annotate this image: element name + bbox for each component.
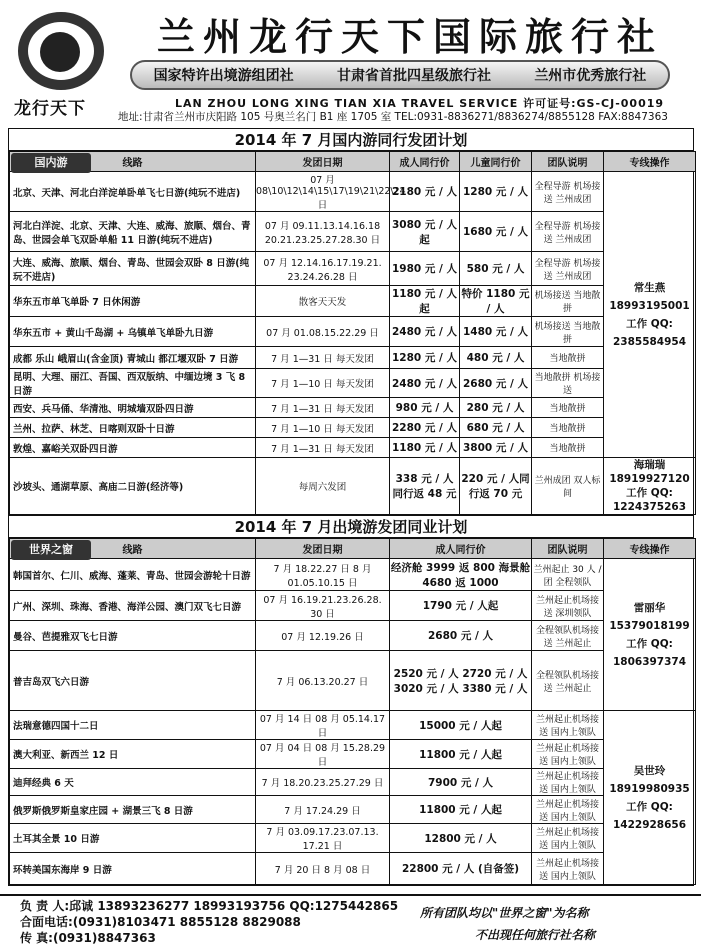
table-row	[10, 740, 696, 769]
route-cell: 河北白洋淀、北京、天津、大连、威海、旅顺、烟台、青岛、世园会单飞双卧单船 11 日游(纯玩不进店)	[10, 212, 256, 252]
table-row	[10, 796, 696, 824]
adult-price-cell: 980 元 / 人	[390, 398, 460, 418]
operator-qq-label: 工作 QQ:	[626, 800, 673, 813]
logo-dragon-icon	[40, 32, 80, 72]
route-cell: 敦煌、嘉峪关双卧四日游	[10, 438, 256, 458]
column-header: 线路	[10, 152, 256, 172]
date-cell: 7 月 1—31 日 每天发团	[256, 347, 390, 369]
team-note-cell: 兰州起止 30 人 / 团 全程领队	[532, 559, 604, 591]
contact-block	[20, 898, 398, 946]
adult-price-cell: 7900 元 / 人	[390, 769, 532, 796]
child-price-cell: 1280 元 / 人	[460, 172, 532, 212]
date-cell: 7 月 1—31 日 每天发团	[256, 438, 390, 458]
table-row	[10, 621, 696, 651]
operator-phone: 18919927120	[609, 473, 690, 485]
adult-price-cell: 11800 元 / 人起	[390, 796, 532, 824]
adult-price-cell: 1980 元 / 人	[390, 252, 460, 286]
team-note-cell: 兰州起止机场接送 国内上领队	[532, 769, 604, 796]
route-cell: 华东五市单飞单卧 7 日休闲游	[10, 286, 256, 317]
adult-price-cell: 经济舱 3999 返 800 海景舱 4680 返 1000	[390, 559, 532, 591]
date-cell: 07 月 12.19.26 日	[256, 621, 390, 651]
adult-price-cell: 1180 元 / 人起	[390, 286, 460, 317]
adult-price-cell: 22800 元 / 人 (自备签)	[390, 853, 532, 885]
team-note-cell: 全程导游 机场接送 兰州成团	[532, 172, 604, 212]
table-row	[10, 458, 696, 515]
route-cell: 澳大利亚、新西兰 12 日	[10, 740, 256, 769]
outbound-section	[8, 515, 694, 886]
operator-cell	[604, 711, 696, 885]
table-row	[10, 212, 696, 252]
child-price-cell: 1480 元 / 人	[460, 317, 532, 347]
table-row	[10, 651, 696, 711]
team-note-cell: 兰州起止机场接送 国内上领队	[532, 853, 604, 885]
team-note-cell: 机场接送 当地散拼	[532, 286, 604, 317]
column-header: 发团日期	[256, 539, 390, 559]
domestic-table	[9, 151, 696, 515]
column-header: 线路	[10, 539, 256, 559]
route-cell: 兰州、拉萨、林芝、日喀则双卧十日游	[10, 418, 256, 438]
table-row	[10, 853, 696, 885]
table-row	[10, 824, 696, 853]
table-row	[10, 438, 696, 458]
date-cell: 7 月 18.20.23.25.27.29 日	[256, 769, 390, 796]
table-row	[10, 398, 696, 418]
adult-price-cell: 2520 元 / 人 2720 元 / 人 3020 元 / 人 3380 元 / 人	[390, 651, 532, 711]
date-cell: 07 月 08\10\12\14\15\17\19\21\22\24 日	[256, 172, 390, 212]
column-header: 团队说明	[532, 539, 604, 559]
column-header: 成人同行价	[390, 152, 460, 172]
column-header: 发团日期	[256, 152, 390, 172]
column-header: 儿童同行价	[460, 152, 532, 172]
child-price-cell: 1680 元 / 人	[460, 212, 532, 252]
table-row	[10, 369, 696, 398]
outbound-badge: 世界之窗	[11, 540, 91, 560]
operator-qq: 1422928656	[612, 818, 687, 831]
slogan-note: 不出现任何旅行社名称	[475, 928, 596, 942]
date-cell: 7 月 18.22.27 日 8 月 01.05.10.15 日	[256, 559, 390, 591]
column-header: 成人同行价	[390, 539, 532, 559]
team-note-cell: 全程领队机场接送 兰州起止	[532, 651, 604, 711]
child-price-cell: 220 元 / 人同 行返 70 元	[460, 458, 532, 515]
child-price-cell: 480 元 / 人	[460, 347, 532, 369]
team-note-cell: 兰州起止机场接送 国内上领队	[532, 711, 604, 740]
table-row	[10, 286, 696, 317]
date-cell: 07 月 09.11.13.14.16.18 20.21.23.25.27.28.30 日	[256, 212, 390, 252]
date-cell: 07 月 14 日 08 月 05.14.17 日	[256, 711, 390, 740]
table-row	[10, 172, 696, 212]
team-note-cell: 当地散拼 机场接送	[532, 369, 604, 398]
date-cell: 散客天天发	[256, 286, 390, 317]
table-row	[10, 347, 696, 369]
adult-price-cell: 1280 元 / 人	[390, 347, 460, 369]
adult-price-cell: 2480 元 / 人	[390, 317, 460, 347]
route-cell: 大连、威海、旅顺、烟台、青岛、世园会双卧 8 日游(纯玩不进店)	[10, 252, 256, 286]
operator-name: 雷丽华	[633, 601, 666, 614]
operator-phone: 15379018199	[609, 619, 690, 632]
logo	[8, 6, 118, 119]
table-row	[10, 418, 696, 438]
adult-price-cell: 3080 元 / 人起	[390, 212, 460, 252]
team-note-cell: 当地散拼	[532, 347, 604, 369]
operator-phone: 18919980935	[609, 782, 690, 795]
child-price-cell: 3800 元 / 人	[460, 438, 532, 458]
team-note-cell: 兰州起止机场接送 国内上领队	[532, 740, 604, 769]
date-cell: 7 月 06.13.20.27 日	[256, 651, 390, 711]
route-cell: 华东五市 + 黄山千岛湖 + 乌镇单飞单卧九日游	[10, 317, 256, 347]
team-note-cell: 全程导游 机场接送 兰州成团	[532, 252, 604, 286]
outbound-title: 2014 年 7 月出境游发团同业计划	[9, 516, 693, 538]
adult-price-cell: 1180 元 / 人	[390, 438, 460, 458]
team-note-cell: 机场接送 当地散拼	[532, 317, 604, 347]
route-cell: 韩国首尔、仁川、威海、蓬莱、青岛、世园会游轮十日游	[10, 559, 256, 591]
adult-price-cell: 2280 元 / 人	[390, 418, 460, 438]
child-price-cell: 680 元 / 人	[460, 418, 532, 438]
address-line: 地址:甘肃省兰州市庆阳路 105 号奥兰名门 B1 座 1705 室 TEL:0931-8836271/8836274/8855128 FAX:8847363	[118, 111, 668, 123]
child-price-cell: 特价 1180 元 / 人	[460, 286, 532, 317]
route-cell: 迪拜经典 6 天	[10, 769, 256, 796]
adult-price-cell: 15000 元 / 人起	[390, 711, 532, 740]
adult-price-cell: 2680 元 / 人	[390, 621, 532, 651]
team-note-cell: 兰州起止机场接送 深圳领队	[532, 591, 604, 621]
date-cell: 7 月 1—10 日 每天发团	[256, 369, 390, 398]
adult-price-cell: 1790 元 / 人起	[390, 591, 532, 621]
outbound-table	[9, 538, 696, 885]
column-header: 专线操作	[604, 152, 696, 172]
child-price-cell: 2680 元 / 人	[460, 369, 532, 398]
operator-qq-label: 工作 QQ:	[626, 637, 673, 650]
adult-price-cell: 338 元 / 人 同行返 48 元	[390, 458, 460, 515]
date-cell: 07 月 16.19.21.23.26.28. 30 日	[256, 591, 390, 621]
team-note-cell: 全程领队机场接送 兰州起止	[532, 621, 604, 651]
operator-cell	[604, 559, 696, 711]
table-row	[10, 769, 696, 796]
contact-person: 负 责 人:邱诚 13893236277 18993193756 QQ:1275442865	[20, 899, 399, 913]
team-note-cell: 当地散拼	[532, 418, 604, 438]
qualification-badge: 兰州市优秀旅行社	[534, 68, 647, 84]
adult-price-cell: 2180 元 / 人	[390, 172, 460, 212]
operator-name: 常生燕	[633, 281, 666, 294]
route-cell: 曼谷、芭提雅双飞七日游	[10, 621, 256, 651]
slogan: 所有团队均以"世界之窗"为名称	[420, 906, 589, 920]
route-cell: 昆明、大理、丽江、吾国、西双版纳、中缅边境 3 飞 8 日游	[10, 369, 256, 398]
table-row	[10, 252, 696, 286]
operator-cell	[604, 458, 696, 515]
team-note-cell: 当地散拼	[532, 398, 604, 418]
team-note-cell: 兰州起止机场接送 国内上领队	[532, 796, 604, 824]
date-cell: 7 月 1—31 日 每天发团	[256, 398, 390, 418]
table-row	[10, 317, 696, 347]
footer	[0, 894, 701, 947]
adult-price-cell: 12800 元 / 人	[390, 824, 532, 853]
qualification-bar	[130, 60, 670, 90]
route-cell: 法瑞意德四国十二日	[10, 711, 256, 740]
contact-phone: 合面电话:(0931)8103471 8855128 8829088	[20, 915, 301, 929]
contact-fax: 传 真:(0931)8847363	[20, 931, 156, 945]
route-cell: 俄罗斯俄罗斯皇家庄园 + 湖景三飞 8 日游	[10, 796, 256, 824]
domestic-badge: 国内游	[11, 153, 91, 173]
table-row	[10, 591, 696, 621]
route-cell: 广州、深圳、珠海、香港、海洋公园、澳门双飞七日游	[10, 591, 256, 621]
route-cell: 环转美国东海岸 9 日游	[10, 853, 256, 885]
route-cell: 土耳其全景 10 日游	[10, 824, 256, 853]
team-note-cell: 当地散拼	[532, 438, 604, 458]
child-price-cell: 580 元 / 人	[460, 252, 532, 286]
operator-phone: 18993195001	[609, 299, 690, 312]
qualification-badge: 国家特许出境游组团社	[153, 68, 294, 84]
qualification-badge: 甘肃省首批四星级旅行社	[336, 68, 491, 84]
child-price-cell: 280 元 / 人	[460, 398, 532, 418]
date-cell: 7 月 03.09.17.23.07.13. 17.21 日	[256, 824, 390, 853]
column-header: 团队说明	[532, 152, 604, 172]
team-note-cell: 全程导游 机场接送 兰州成团	[532, 212, 604, 252]
operator-qq: 2385584954	[612, 335, 687, 348]
logo-text: 龙行天下	[14, 99, 86, 119]
operator-name: 海瑞瑞	[633, 459, 666, 471]
domestic-title: 2014 年 7 月国内游同行发团计划	[9, 129, 693, 151]
operator-name: 吴世玲	[633, 764, 666, 777]
operator-qq-label: 工作 QQ:	[626, 487, 673, 499]
operator-qq: 1224375263	[612, 501, 687, 513]
route-cell: 北京、天津、河北白洋淀单卧单飞七日游(纯玩不进店)	[10, 172, 256, 212]
company-title: 兰州龙行天下国际旅行社	[156, 14, 663, 59]
date-cell: 07 月 04 日 08 月 15.28.29 日	[256, 740, 390, 769]
route-cell: 成都 乐山 峨眉山(含金顶) 青城山 都江堰双卧 7 日游	[10, 347, 256, 369]
english-name: LAN ZHOU LONG XING TIAN XIA TRAVEL SERVICE 许可证号:GS-CJ-00019	[175, 97, 665, 110]
team-note-cell: 兰州成团 双人标间	[532, 458, 604, 515]
date-cell: 07 月 01.08.15.22.29 日	[256, 317, 390, 347]
date-cell: 07 月 12.14.16.17.19.21. 23.24.26.28 日	[256, 252, 390, 286]
operator-cell	[604, 172, 696, 458]
date-cell: 每周六发团	[256, 458, 390, 515]
column-header: 专线操作	[604, 539, 696, 559]
table-row	[10, 559, 696, 591]
header	[0, 0, 701, 123]
domestic-section	[8, 128, 694, 516]
table-row	[10, 711, 696, 740]
operator-qq: 1806397374	[612, 655, 687, 668]
route-cell: 沙坡头、通湖草原、高庙二日游(经济等)	[10, 458, 256, 515]
date-cell: 7 月 20 日 8 月 08 日	[256, 853, 390, 885]
date-cell: 7 月 1—10 日 每天发团	[256, 418, 390, 438]
operator-qq-label: 工作 QQ:	[626, 317, 673, 330]
adult-price-cell: 11800 元 / 人起	[390, 740, 532, 769]
route-cell: 西安、兵马俑、华清池、明城墙双卧四日游	[10, 398, 256, 418]
adult-price-cell: 2480 元 / 人	[390, 369, 460, 398]
route-cell: 普吉岛双飞六日游	[10, 651, 256, 711]
team-note-cell: 兰州起止机场接送 国内上领队	[532, 824, 604, 853]
date-cell: 7 月 17.24.29 日	[256, 796, 390, 824]
